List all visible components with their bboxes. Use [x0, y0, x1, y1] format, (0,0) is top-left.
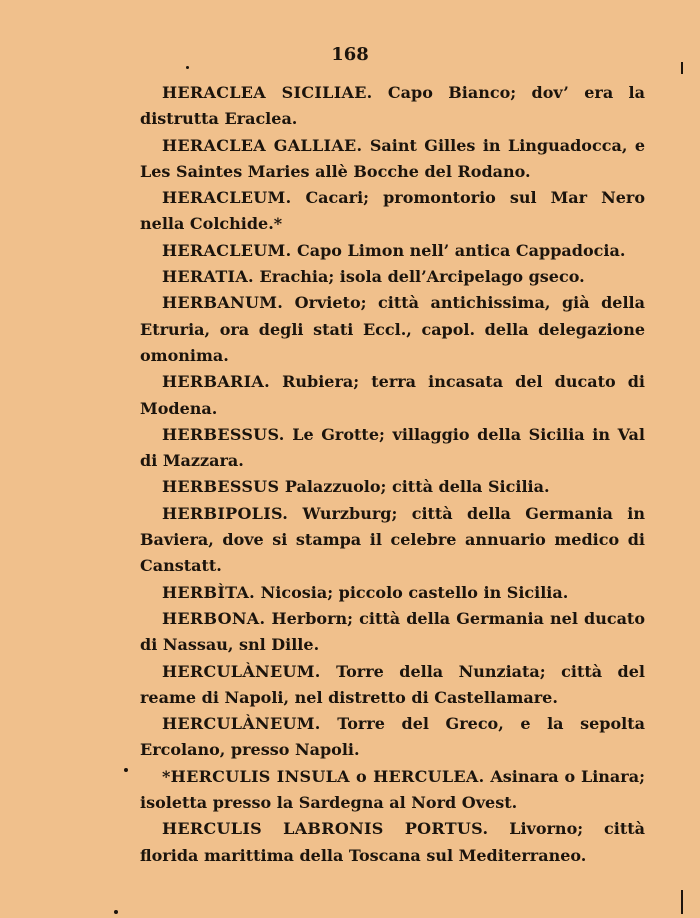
entry-headword: HERBESSUS.	[162, 424, 285, 444]
entry	[140, 501, 645, 580]
entry	[140, 711, 645, 764]
entry-text: Erachia; isola dell’Arcipelago gseco.	[253, 267, 585, 287]
entry	[140, 580, 645, 606]
entry-headword: HERACLEUM.	[162, 240, 292, 260]
entry-text: Palazzuolo; città della Sicilia.	[279, 477, 550, 497]
entry	[140, 422, 645, 475]
ink-speck	[114, 910, 118, 914]
ink-speck	[124, 768, 128, 772]
entry-text: Herborn; città della Germania nel ducato di Nassau, snl Dille.	[140, 608, 645, 655]
entry-headword: HERATIA.	[162, 267, 254, 287]
entry-headword: HERBESSUS	[162, 477, 280, 497]
entry-headword: HERCULIS LABRONIS PORTUS.	[162, 819, 489, 839]
margin-mark	[681, 890, 683, 914]
entry	[140, 133, 645, 186]
page-number: 168	[331, 44, 369, 65]
entry-text: Le Grotte; villaggio della Sicilia in Val di Mazzara.	[140, 424, 645, 471]
entry-text: Cacari; promontorio sul Mar Nero nella Colchide.*	[140, 188, 645, 234]
entry-headword: HERACLEUM.	[162, 188, 292, 208]
entry	[140, 185, 645, 238]
entry	[140, 369, 645, 422]
entry	[140, 606, 645, 659]
entry	[140, 290, 645, 369]
entry-headword: HERBARIA.	[162, 372, 271, 392]
entry	[140, 764, 645, 817]
dictionary-entries	[140, 80, 645, 869]
entry-text: Capo Bianco; dov’ era la distrutta Eraclea.	[140, 83, 646, 129]
entry-headword: HERCULÀNEUM.	[162, 714, 321, 734]
entry-headword: HERACLEA SICILIAE.	[162, 83, 373, 102]
entry-headword: HERACLEA GALLIAE.	[162, 135, 363, 155]
ink-speck	[186, 66, 189, 69]
entry-text: Capo Limon nell’ antica Cappadocia.	[291, 240, 626, 260]
entry	[140, 238, 645, 264]
entry-text: Asinara o Linara; isoletta presso la Sardegna al Nord Ovest.	[140, 766, 645, 813]
entry-text: Rubiera; terra incasata del ducato di Modena.	[140, 372, 645, 418]
entry	[140, 474, 645, 500]
entry-headword: HERBONA.	[162, 608, 266, 628]
entry-headword: HERBÌTA.	[162, 582, 256, 602]
entry	[140, 80, 645, 133]
entry	[140, 816, 645, 869]
entry-text: Orvieto; città antichissima, già della Etruria, ora degli stati Eccl., capol. della delegazione omonima.	[140, 293, 645, 365]
entry-headword: HERBANUM.	[162, 293, 284, 313]
entry-text: Wurzburg; città della Germania in Baviera, dove si stampa il celebre annuario medico di Canstatt.	[140, 503, 645, 576]
entry-headword: HERCULÀNEUM.	[162, 661, 321, 681]
margin-mark	[681, 62, 683, 74]
entry-text: Livorno; città florida marittima della Toscana sul Mediterraneo.	[140, 819, 645, 865]
entry-text: Saint Gilles in Linguadocca, e Les Saintes Maries allè Bocche del Rodano.	[140, 135, 646, 181]
entry	[140, 264, 645, 290]
entry-text: Nicosia; piccolo castello in Sicilia.	[255, 582, 569, 602]
entry	[140, 659, 645, 712]
entry-text: Torre del Greco, e la sepolta Ercolano, presso Napoli.	[140, 714, 645, 760]
entry-text: Torre della Nunziata; città del reame di Napoli, nel distretto di Castellamare.	[140, 661, 645, 707]
entry-headword: *HERCULIS INSULA o HERCULEA.	[162, 766, 485, 786]
entry-headword: HERBIPOLIS.	[162, 503, 289, 523]
